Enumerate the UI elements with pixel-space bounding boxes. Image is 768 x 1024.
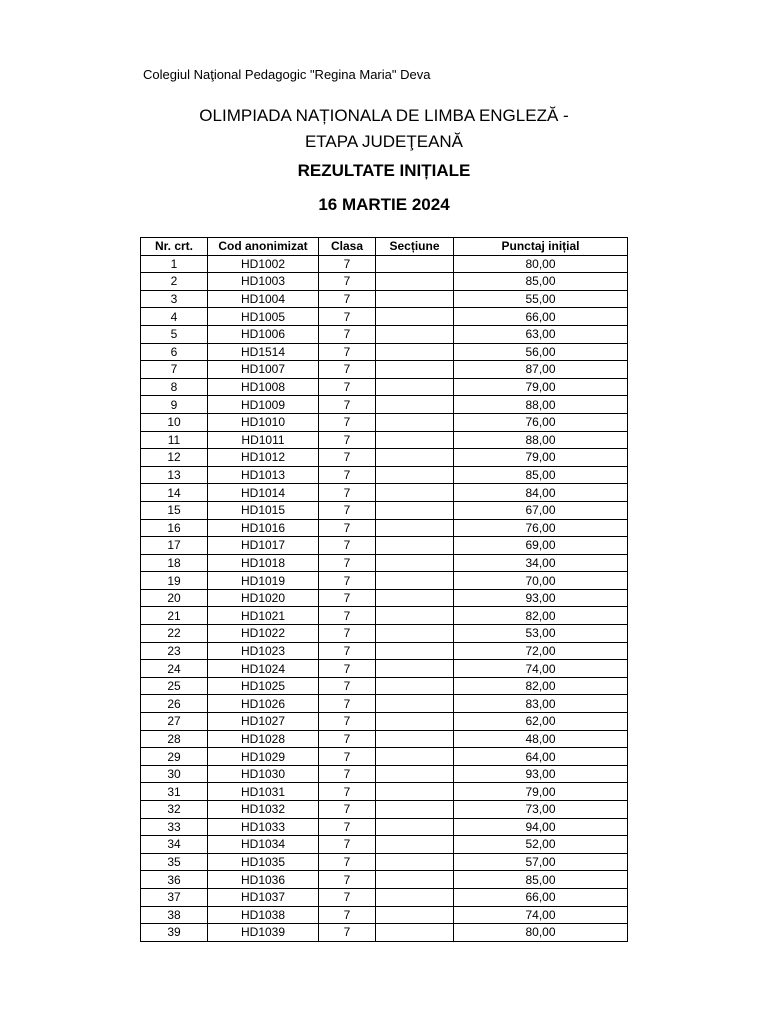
cell-nr: 35 <box>141 853 208 871</box>
cell-nr: 8 <box>141 378 208 396</box>
cell-clasa: 7 <box>319 325 376 343</box>
cell-sectiune <box>376 396 454 414</box>
cell-punctaj: 34,00 <box>454 554 628 572</box>
cell-punctaj: 73,00 <box>454 801 628 819</box>
table-row <box>141 554 628 572</box>
cell-punctaj: 83,00 <box>454 695 628 713</box>
title-line-2: ETAPA JUDEŢEANĂ <box>304 132 464 151</box>
cell-sectiune <box>376 748 454 766</box>
header-row <box>141 238 628 256</box>
cell-sectiune <box>376 607 454 625</box>
cell-cod: HD1005 <box>208 308 319 326</box>
table-row <box>141 625 628 643</box>
cell-sectiune <box>376 642 454 660</box>
cell-sectiune <box>376 660 454 678</box>
table-row <box>141 343 628 361</box>
cell-sectiune <box>376 343 454 361</box>
table-row <box>141 378 628 396</box>
cell-clasa: 7 <box>319 413 376 431</box>
table-row <box>141 836 628 854</box>
table-row <box>141 853 628 871</box>
cell-nr: 33 <box>141 818 208 836</box>
cell-punctaj: 74,00 <box>454 660 628 678</box>
cell-punctaj: 52,00 <box>454 836 628 854</box>
cell-punctaj: 82,00 <box>454 677 628 695</box>
cell-cod: HD1038 <box>208 906 319 924</box>
cell-clasa: 7 <box>319 431 376 449</box>
cell-cod: HD1013 <box>208 466 319 484</box>
cell-sectiune <box>376 695 454 713</box>
cell-cod: HD1019 <box>208 572 319 590</box>
cell-clasa: 7 <box>319 748 376 766</box>
cell-clasa: 7 <box>319 906 376 924</box>
cell-punctaj: 84,00 <box>454 484 628 502</box>
header-clasa: Clasa <box>319 238 376 256</box>
cell-sectiune <box>376 255 454 273</box>
cell-clasa: 7 <box>319 836 376 854</box>
cell-nr: 9 <box>141 396 208 414</box>
cell-clasa: 7 <box>319 853 376 871</box>
cell-nr: 32 <box>141 801 208 819</box>
cell-cod: HD1037 <box>208 888 319 906</box>
cell-nr: 28 <box>141 730 208 748</box>
table-row <box>141 888 628 906</box>
cell-punctaj: 63,00 <box>454 325 628 343</box>
cell-punctaj: 62,00 <box>454 713 628 731</box>
table-row <box>141 431 628 449</box>
cell-cod: HD1002 <box>208 255 319 273</box>
cell-sectiune <box>376 449 454 467</box>
cell-clasa: 7 <box>319 818 376 836</box>
cell-punctaj: 93,00 <box>454 765 628 783</box>
cell-cod: HD1006 <box>208 325 319 343</box>
cell-cod: HD1028 <box>208 730 319 748</box>
cell-punctaj: 79,00 <box>454 449 628 467</box>
cell-sectiune <box>376 589 454 607</box>
table-row <box>141 308 628 326</box>
cell-nr: 23 <box>141 642 208 660</box>
cell-nr: 15 <box>141 501 208 519</box>
cell-cod: HD1017 <box>208 537 319 555</box>
cell-nr: 36 <box>141 871 208 889</box>
cell-nr: 4 <box>141 308 208 326</box>
cell-punctaj: 88,00 <box>454 396 628 414</box>
cell-clasa: 7 <box>319 343 376 361</box>
cell-sectiune <box>376 853 454 871</box>
cell-sectiune <box>376 537 454 555</box>
cell-nr: 11 <box>141 431 208 449</box>
cell-sectiune <box>376 730 454 748</box>
table-row <box>141 801 628 819</box>
cell-punctaj: 93,00 <box>454 589 628 607</box>
cell-punctaj: 55,00 <box>454 290 628 308</box>
cell-nr: 31 <box>141 783 208 801</box>
table-row <box>141 695 628 713</box>
table-row <box>141 255 628 273</box>
cell-punctaj: 79,00 <box>454 378 628 396</box>
table-row <box>141 501 628 519</box>
cell-sectiune <box>376 677 454 695</box>
cell-clasa: 7 <box>319 730 376 748</box>
school-name: Colegiul Naţional Pedagogic "Regina Maria" Deva <box>143 67 431 82</box>
cell-punctaj: 70,00 <box>454 572 628 590</box>
cell-cod: HD1015 <box>208 501 319 519</box>
cell-cod: HD1014 <box>208 484 319 502</box>
cell-clasa: 7 <box>319 677 376 695</box>
table-row <box>141 572 628 590</box>
table-row <box>141 449 628 467</box>
cell-cod: HD1009 <box>208 396 319 414</box>
cell-nr: 18 <box>141 554 208 572</box>
cell-clasa: 7 <box>319 273 376 291</box>
cell-clasa: 7 <box>319 589 376 607</box>
table-row <box>141 273 628 291</box>
table-row <box>141 765 628 783</box>
cell-cod: HD1007 <box>208 361 319 379</box>
cell-sectiune <box>376 325 454 343</box>
cell-clasa: 7 <box>319 607 376 625</box>
cell-sectiune <box>376 378 454 396</box>
table-row <box>141 413 628 431</box>
cell-clasa: 7 <box>319 871 376 889</box>
cell-punctaj: 85,00 <box>454 273 628 291</box>
cell-clasa: 7 <box>319 519 376 537</box>
cell-sectiune <box>376 836 454 854</box>
cell-clasa: 7 <box>319 255 376 273</box>
cell-clasa: 7 <box>319 660 376 678</box>
cell-sectiune <box>376 818 454 836</box>
cell-cod: HD1032 <box>208 801 319 819</box>
cell-cod: HD1025 <box>208 677 319 695</box>
cell-sectiune <box>376 290 454 308</box>
table-row <box>141 396 628 414</box>
table-row <box>141 484 628 502</box>
cell-cod: HD1029 <box>208 748 319 766</box>
cell-cod: HD1034 <box>208 836 319 854</box>
cell-sectiune <box>376 501 454 519</box>
cell-nr: 14 <box>141 484 208 502</box>
cell-clasa: 7 <box>319 554 376 572</box>
table-row <box>141 730 628 748</box>
cell-sectiune <box>376 783 454 801</box>
cell-cod: HD1027 <box>208 713 319 731</box>
cell-punctaj: 72,00 <box>454 642 628 660</box>
cell-punctaj: 74,00 <box>454 906 628 924</box>
table-row <box>141 818 628 836</box>
table-row <box>141 325 628 343</box>
header-nr: Nr. crt. <box>141 238 208 256</box>
cell-clasa: 7 <box>319 308 376 326</box>
cell-cod: HD1024 <box>208 660 319 678</box>
cell-nr: 6 <box>141 343 208 361</box>
cell-clasa: 7 <box>319 484 376 502</box>
table-row <box>141 290 628 308</box>
cell-nr: 10 <box>141 413 208 431</box>
cell-clasa: 7 <box>319 378 376 396</box>
cell-punctaj: 88,00 <box>454 431 628 449</box>
cell-clasa: 7 <box>319 801 376 819</box>
cell-clasa: 7 <box>319 888 376 906</box>
cell-nr: 20 <box>141 589 208 607</box>
cell-punctaj: 87,00 <box>454 361 628 379</box>
cell-clasa: 7 <box>319 765 376 783</box>
cell-clasa: 7 <box>319 625 376 643</box>
table-row <box>141 906 628 924</box>
cell-nr: 13 <box>141 466 208 484</box>
results-heading: REZULTATE INIȚIALE <box>297 161 471 180</box>
cell-nr: 30 <box>141 765 208 783</box>
cell-nr: 25 <box>141 677 208 695</box>
cell-cod: HD1514 <box>208 343 319 361</box>
cell-sectiune <box>376 924 454 942</box>
table-row <box>141 589 628 607</box>
cell-nr: 17 <box>141 537 208 555</box>
date-heading: 16 MARTIE 2024 <box>318 195 450 214</box>
cell-sectiune <box>376 888 454 906</box>
cell-nr: 26 <box>141 695 208 713</box>
cell-nr: 39 <box>141 924 208 942</box>
cell-sectiune <box>376 466 454 484</box>
cell-punctaj: 53,00 <box>454 625 628 643</box>
cell-clasa: 7 <box>319 783 376 801</box>
cell-cod: HD1016 <box>208 519 319 537</box>
cell-punctaj: 48,00 <box>454 730 628 748</box>
title-line-1: OLIMPIADA NAȚIONALA DE LIMBA ENGLEZĂ - <box>199 106 569 125</box>
table-row <box>141 537 628 555</box>
cell-punctaj: 79,00 <box>454 783 628 801</box>
cell-clasa: 7 <box>319 361 376 379</box>
cell-sectiune <box>376 625 454 643</box>
cell-clasa: 7 <box>319 572 376 590</box>
cell-nr: 24 <box>141 660 208 678</box>
table-row <box>141 660 628 678</box>
cell-sectiune <box>376 431 454 449</box>
cell-cod: HD1033 <box>208 818 319 836</box>
cell-punctaj: 80,00 <box>454 255 628 273</box>
cell-cod: HD1039 <box>208 924 319 942</box>
cell-punctaj: 57,00 <box>454 853 628 871</box>
cell-punctaj: 64,00 <box>454 748 628 766</box>
table-row <box>141 713 628 731</box>
cell-clasa: 7 <box>319 449 376 467</box>
cell-sectiune <box>376 572 454 590</box>
cell-sectiune <box>376 361 454 379</box>
cell-cod: HD1018 <box>208 554 319 572</box>
table-row <box>141 677 628 695</box>
cell-punctaj: 85,00 <box>454 466 628 484</box>
cell-nr: 21 <box>141 607 208 625</box>
cell-cod: HD1020 <box>208 589 319 607</box>
header-punctaj: Punctaj inițial <box>454 238 628 256</box>
cell-punctaj: 56,00 <box>454 343 628 361</box>
cell-sectiune <box>376 765 454 783</box>
header-cod: Cod anonimizat <box>208 238 319 256</box>
table-header <box>141 238 628 256</box>
cell-nr: 2 <box>141 273 208 291</box>
cell-clasa: 7 <box>319 290 376 308</box>
cell-sectiune <box>376 273 454 291</box>
cell-cod: HD1030 <box>208 765 319 783</box>
cell-clasa: 7 <box>319 466 376 484</box>
cell-punctaj: 67,00 <box>454 501 628 519</box>
cell-nr: 5 <box>141 325 208 343</box>
cell-cod: HD1011 <box>208 431 319 449</box>
header-sectiune: Secțiune <box>376 238 454 256</box>
cell-cod: HD1003 <box>208 273 319 291</box>
cell-clasa: 7 <box>319 695 376 713</box>
cell-sectiune <box>376 484 454 502</box>
cell-nr: 22 <box>141 625 208 643</box>
cell-nr: 12 <box>141 449 208 467</box>
cell-cod: HD1026 <box>208 695 319 713</box>
cell-nr: 7 <box>141 361 208 379</box>
cell-cod: HD1008 <box>208 378 319 396</box>
cell-punctaj: 69,00 <box>454 537 628 555</box>
table-row <box>141 519 628 537</box>
cell-cod: HD1023 <box>208 642 319 660</box>
cell-clasa: 7 <box>319 396 376 414</box>
cell-punctaj: 82,00 <box>454 607 628 625</box>
cell-sectiune <box>376 801 454 819</box>
cell-nr: 27 <box>141 713 208 731</box>
cell-nr: 1 <box>141 255 208 273</box>
cell-cod: HD1031 <box>208 783 319 801</box>
cell-cod: HD1012 <box>208 449 319 467</box>
table-row <box>141 871 628 889</box>
table-row <box>141 466 628 484</box>
cell-nr: 29 <box>141 748 208 766</box>
cell-cod: HD1021 <box>208 607 319 625</box>
cell-clasa: 7 <box>319 501 376 519</box>
cell-punctaj: 66,00 <box>454 888 628 906</box>
table-row <box>141 607 628 625</box>
cell-sectiune <box>376 871 454 889</box>
table-body <box>141 255 628 941</box>
results-table <box>140 237 628 942</box>
cell-punctaj: 66,00 <box>454 308 628 326</box>
cell-clasa: 7 <box>319 924 376 942</box>
cell-cod: HD1004 <box>208 290 319 308</box>
cell-nr: 34 <box>141 836 208 854</box>
cell-sectiune <box>376 906 454 924</box>
cell-nr: 38 <box>141 906 208 924</box>
table-row <box>141 361 628 379</box>
cell-punctaj: 76,00 <box>454 519 628 537</box>
cell-sectiune <box>376 713 454 731</box>
cell-sectiune <box>376 308 454 326</box>
cell-cod: HD1010 <box>208 413 319 431</box>
cell-sectiune <box>376 519 454 537</box>
cell-clasa: 7 <box>319 537 376 555</box>
cell-nr: 16 <box>141 519 208 537</box>
cell-cod: HD1035 <box>208 853 319 871</box>
cell-nr: 37 <box>141 888 208 906</box>
cell-nr: 3 <box>141 290 208 308</box>
cell-cod: HD1036 <box>208 871 319 889</box>
cell-punctaj: 80,00 <box>454 924 628 942</box>
cell-sectiune <box>376 413 454 431</box>
cell-sectiune <box>376 554 454 572</box>
table-row <box>141 924 628 942</box>
cell-clasa: 7 <box>319 713 376 731</box>
table-row <box>141 642 628 660</box>
table-row <box>141 748 628 766</box>
cell-clasa: 7 <box>319 642 376 660</box>
cell-punctaj: 94,00 <box>454 818 628 836</box>
cell-punctaj: 85,00 <box>454 871 628 889</box>
cell-nr: 19 <box>141 572 208 590</box>
table-row <box>141 783 628 801</box>
cell-punctaj: 76,00 <box>454 413 628 431</box>
cell-cod: HD1022 <box>208 625 319 643</box>
